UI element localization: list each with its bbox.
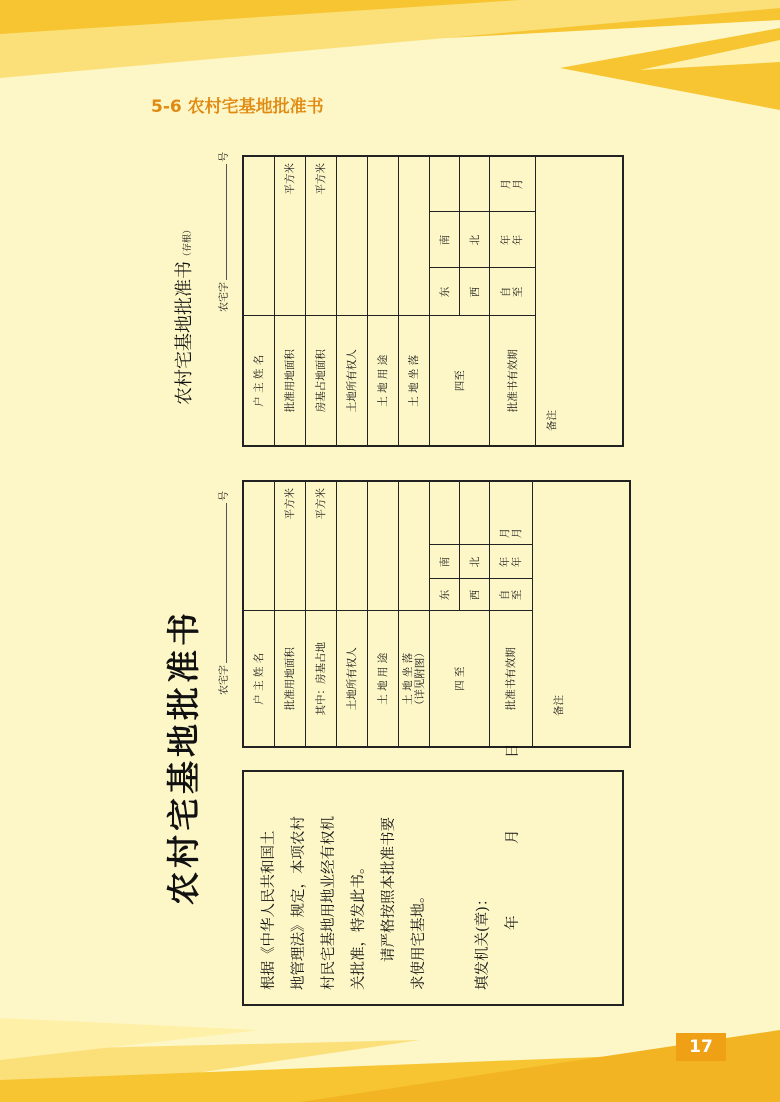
stub-table-wrap xyxy=(242,155,624,447)
main-approved-area-unit: 平方米 xyxy=(274,481,305,611)
stub-approved-area-unit: 平方米 xyxy=(274,156,305,316)
stub-number-line xyxy=(215,152,230,312)
main-remarks: 备注 xyxy=(532,481,630,747)
main-boundaries-label: 四 至 xyxy=(429,611,489,747)
main-number-line xyxy=(215,491,230,695)
main-south-label: 南 xyxy=(429,545,459,579)
notice-line-4: 关批准，特发此书。 xyxy=(351,859,367,990)
stub-house-area-label: 房基占地面积 xyxy=(305,316,336,446)
main-south-value xyxy=(429,481,459,545)
stub-west-label: 西 xyxy=(459,268,489,316)
stub-land-owner-value xyxy=(336,156,367,316)
page-number: 17 xyxy=(676,1033,726,1061)
main-suffix: 号 xyxy=(219,491,230,501)
stub-land-owner-label: 土地所有权人 xyxy=(336,316,367,446)
stub-land-use-label: 土 地 用 途 xyxy=(367,316,398,446)
stub-title: 农村宅基地批准书（存根） xyxy=(174,224,195,405)
main-owner-value xyxy=(243,481,274,611)
stub-north-value xyxy=(459,156,489,212)
main-table xyxy=(242,480,631,748)
stub-owner-label: 户 主 姓 名 xyxy=(243,316,274,446)
main-west-label: 西 xyxy=(459,579,489,611)
notice-line-1: 根据《中华人民共和国土 xyxy=(261,830,277,990)
notice-issuer: 填发机关(章)： xyxy=(475,891,491,990)
stub-south-label: 南 xyxy=(429,212,459,268)
stub-validity-month: 月 月 xyxy=(489,156,535,212)
stub-prefix: 农宅字 xyxy=(219,282,230,312)
stub-north-label: 北 xyxy=(459,212,489,268)
stub-validity-label: 批准书有效期 xyxy=(489,316,535,446)
main-validity-from-to: 自 至 xyxy=(489,579,532,611)
main-land-use-label: 土 地 用 途 xyxy=(367,611,398,747)
notice-date: 年月日 xyxy=(505,743,521,930)
main-land-owner-label: 土地所有权人 xyxy=(336,611,367,747)
stub-house-area-unit: 平方米 xyxy=(305,156,336,316)
main-house-area-label: 其中：房基占地 xyxy=(305,611,336,747)
stub-south-value xyxy=(429,156,459,212)
section-heading: 5-6 农村宅基地批准书 xyxy=(151,97,324,117)
main-table-wrap xyxy=(242,480,631,748)
stub-location-label: 土 地 坐 落 xyxy=(398,316,429,446)
notice-line-6: 求使用宅基地。 xyxy=(411,888,427,990)
stub-owner-value xyxy=(243,156,274,316)
notice-line-3: 村民宅基地用地业经有权机 xyxy=(321,816,337,990)
notice-line-2: 地管理法》规定，本项农村 xyxy=(291,816,307,990)
main-east-label: 东 xyxy=(429,579,459,611)
main-location-label: 土 地 坐 落 （详见附图） xyxy=(398,611,429,747)
notice-box xyxy=(242,743,624,1006)
main-house-area-unit: 平方米 xyxy=(305,481,336,611)
main-prefix: 农宅字 xyxy=(219,665,230,695)
stub-validity-from-to: 自 至 xyxy=(489,268,535,316)
main-validity-month: 月 月 xyxy=(489,481,532,545)
main-validity-year: 年 年 xyxy=(489,545,532,579)
main-title: 农村宅基地批准书 xyxy=(164,609,203,905)
stub-validity-year: 年 年 xyxy=(489,212,535,268)
main-north-value xyxy=(459,481,489,545)
stub-boundaries-label: 四至 xyxy=(429,316,489,446)
stub-suffix: 号 xyxy=(219,152,230,162)
main-location-value xyxy=(398,481,429,611)
stub-remarks: 备注 xyxy=(535,156,623,446)
main-owner-label: 户 主 姓 名 xyxy=(243,611,274,747)
main-validity-label: 批准书有效期 xyxy=(489,611,532,747)
main-north-label: 北 xyxy=(459,545,489,579)
main-land-use-value xyxy=(367,481,398,611)
stub-approved-area-label: 批准用地面积 xyxy=(274,316,305,446)
stub-east-label: 东 xyxy=(429,268,459,316)
stub-land-use-value xyxy=(367,156,398,316)
stub-table xyxy=(242,155,624,447)
main-land-owner-value xyxy=(336,481,367,611)
main-approved-area-label: 批准用地面积 xyxy=(274,611,305,747)
notice-line-5: 请严格按照本批准书要 xyxy=(381,817,397,962)
stub-location-value xyxy=(398,156,429,316)
stub-subtitle: （存根） xyxy=(183,224,193,261)
